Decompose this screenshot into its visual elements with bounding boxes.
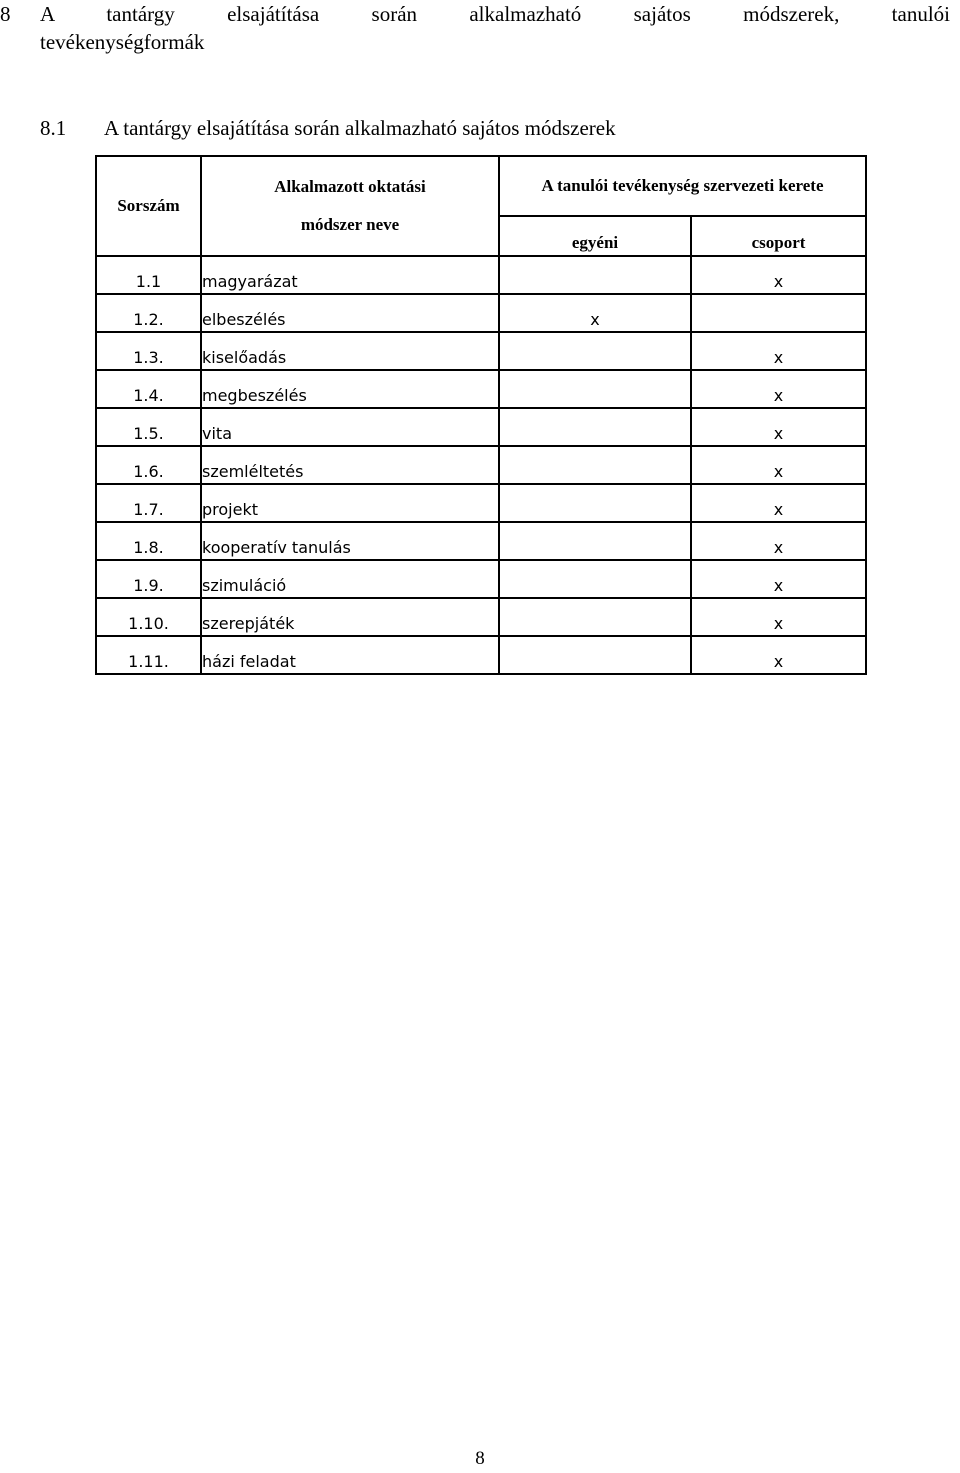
header-method-name — [201, 156, 499, 256]
header-csoport: csoport — [691, 216, 866, 256]
row-number: 1.11. — [96, 636, 201, 674]
csoport-mark: x — [691, 370, 866, 408]
row-number: 1.9. — [96, 560, 201, 598]
subsection-title: A tantárgy elsajátítása során alkalmazható sajátos módszerek — [104, 116, 616, 140]
method-name: házi feladat — [201, 636, 499, 674]
header-method-line2: módszer neve — [300, 215, 400, 234]
egyeni-mark — [499, 636, 691, 674]
header-organization: A tanulói tevékenység szervezeti kerete — [499, 156, 866, 216]
method-name: szimuláció — [201, 560, 499, 598]
table-row — [96, 636, 866, 674]
header-method-line1: Alkalmazott oktatási — [274, 177, 426, 196]
methods-table — [95, 155, 867, 675]
row-number: 1.1 — [96, 256, 201, 294]
table-row — [96, 294, 866, 332]
table-row — [96, 598, 866, 636]
row-number: 1.2. — [96, 294, 201, 332]
egyeni-mark — [499, 522, 691, 560]
subsection-heading — [40, 114, 616, 142]
egyeni-mark — [499, 560, 691, 598]
method-name: vita — [201, 408, 499, 446]
section-title: A tantárgy elsajátítása során alkalmazható sajátos módszerek, tanulói — [40, 2, 950, 26]
table-row — [96, 446, 866, 484]
table-row — [96, 408, 866, 446]
egyeni-mark — [499, 598, 691, 636]
row-number: 1.3. — [96, 332, 201, 370]
row-number: 1.7. — [96, 484, 201, 522]
table-row — [96, 484, 866, 522]
egyeni-mark — [499, 332, 691, 370]
header-egyeni: egyéni — [499, 216, 691, 256]
section-number: 8 — [0, 2, 11, 26]
csoport-mark — [691, 294, 866, 332]
csoport-mark: x — [691, 408, 866, 446]
csoport-mark: x — [691, 446, 866, 484]
table-row — [96, 370, 866, 408]
csoport-mark: x — [691, 256, 866, 294]
table-row — [96, 256, 866, 294]
method-name: elbeszélés — [201, 294, 499, 332]
subsection-number: 8.1 — [40, 116, 67, 140]
row-number: 1.10. — [96, 598, 201, 636]
csoport-mark: x — [691, 484, 866, 522]
table-row — [96, 560, 866, 598]
egyeni-mark: x — [499, 294, 691, 332]
method-name: kooperatív tanulás — [201, 522, 499, 560]
csoport-mark: x — [691, 332, 866, 370]
egyeni-mark — [499, 370, 691, 408]
section-title-continuation: tevékenységformák — [40, 30, 205, 54]
csoport-mark: x — [691, 598, 866, 636]
section-heading — [0, 0, 950, 56]
egyeni-mark — [499, 408, 691, 446]
csoport-mark: x — [691, 636, 866, 674]
method-name: projekt — [201, 484, 499, 522]
egyeni-mark — [499, 484, 691, 522]
egyeni-mark — [499, 256, 691, 294]
page-number: 8 — [475, 1448, 485, 1469]
method-name: kiselőadás — [201, 332, 499, 370]
method-name: szerepjáték — [201, 598, 499, 636]
row-number: 1.6. — [96, 446, 201, 484]
egyeni-mark — [499, 446, 691, 484]
row-number: 1.8. — [96, 522, 201, 560]
header-sorszam: Sorszám — [96, 156, 201, 256]
table-row — [96, 522, 866, 560]
csoport-mark: x — [691, 560, 866, 598]
row-number: 1.4. — [96, 370, 201, 408]
table-row — [96, 332, 866, 370]
method-name: magyarázat — [201, 256, 499, 294]
row-number: 1.5. — [96, 408, 201, 446]
csoport-mark: x — [691, 522, 866, 560]
method-name: megbeszélés — [201, 370, 499, 408]
method-name: szemléltetés — [201, 446, 499, 484]
